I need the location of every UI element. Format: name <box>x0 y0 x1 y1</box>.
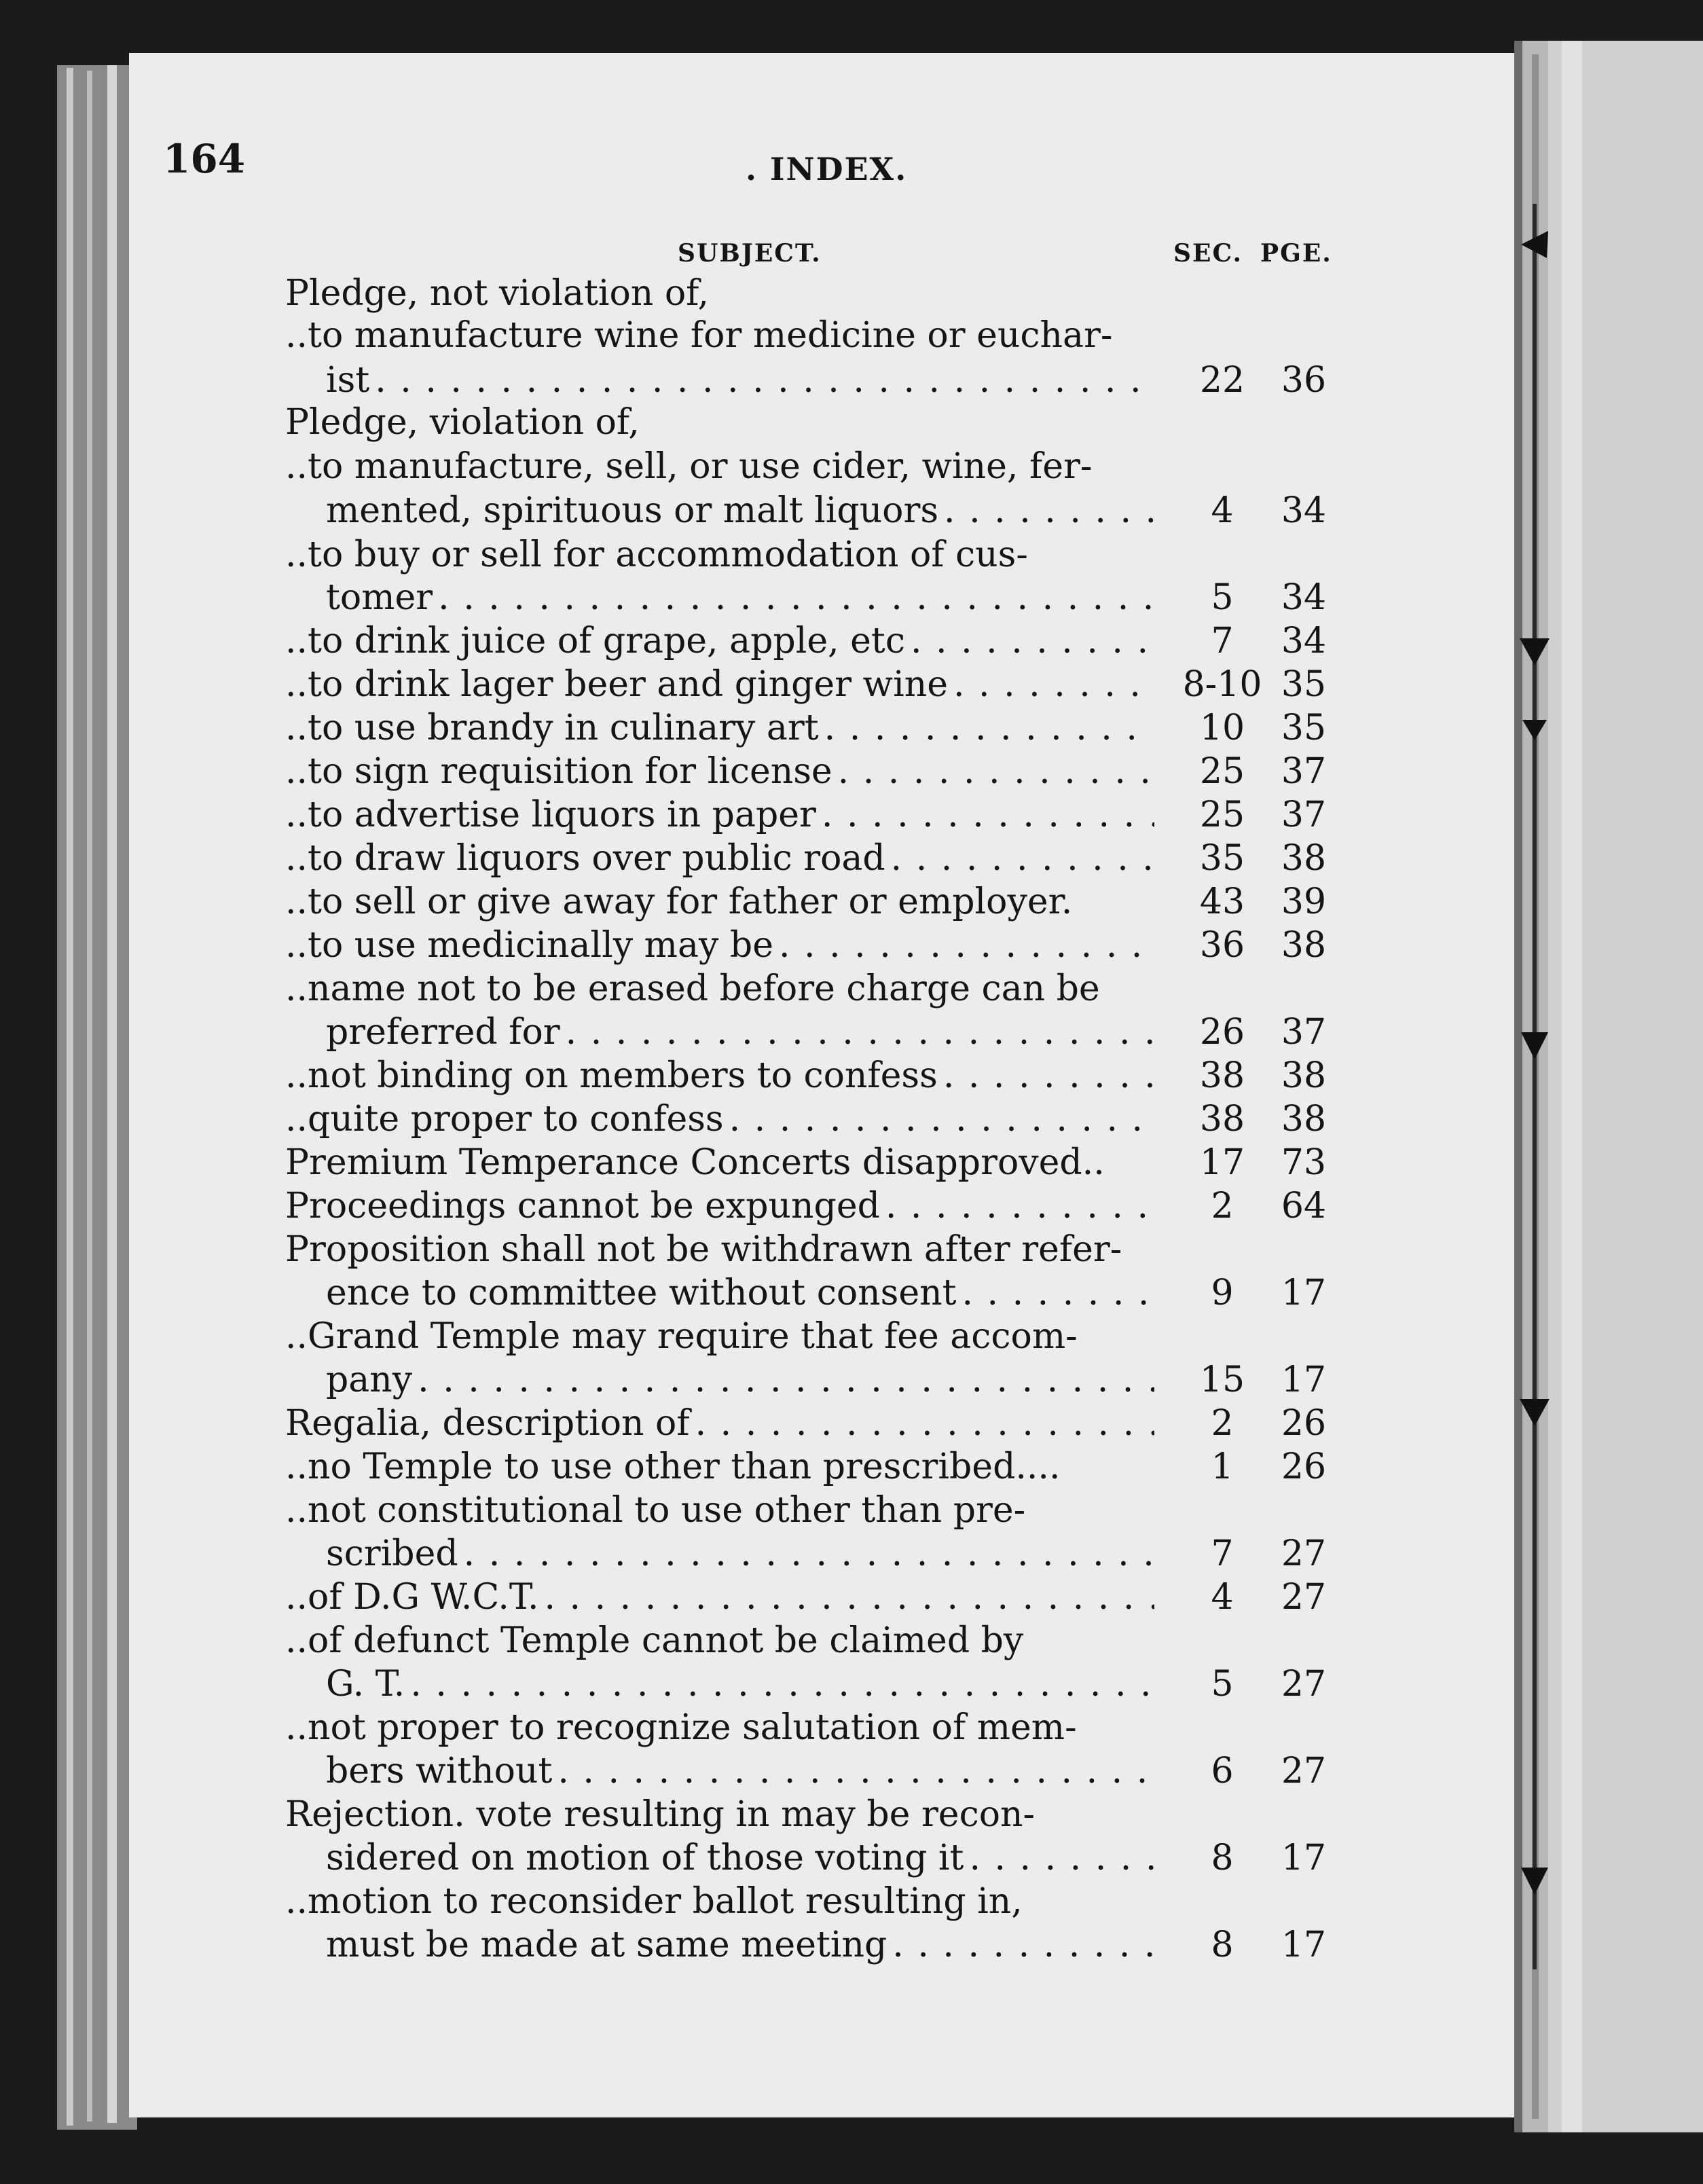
entry-page: 38 <box>1281 1099 1327 1140</box>
entry-text: preferred for <box>326 1012 560 1053</box>
leader-dots <box>891 837 1154 880</box>
entry-page: 34 <box>1281 577 1327 618</box>
column-heading-subject: SUBJECT. <box>678 239 822 268</box>
index-entry <box>0 1315 1703 1358</box>
entry-page: 35 <box>1281 664 1327 705</box>
leader-dots <box>885 1184 1154 1228</box>
entry-text: Premium Temperance Concerts disapproved.. <box>285 1142 1105 1183</box>
leader-dots <box>962 1271 1154 1315</box>
index-entry <box>0 924 1703 967</box>
leader-dots <box>824 706 1154 750</box>
entry-section: 5 <box>1211 1664 1234 1705</box>
entry-text: Regalia, description of <box>285 1403 690 1444</box>
entry-section: 7 <box>1211 621 1234 661</box>
entry-text: ..to drink lager beer and ginger wine <box>285 664 948 705</box>
entry-page: 37 <box>1281 795 1327 835</box>
entry-section: 10 <box>1199 708 1245 748</box>
entry-page: 27 <box>1281 1577 1327 1618</box>
entry-page: 27 <box>1281 1533 1327 1574</box>
entry-text: Proposition shall not be withdrawn after refer- <box>285 1229 1122 1270</box>
entry-section: 4 <box>1211 1577 1234 1618</box>
leader-dots <box>375 359 1154 402</box>
entry-page: 38 <box>1281 925 1327 966</box>
index-entry <box>0 706 1703 750</box>
index-entry <box>0 1706 1703 1749</box>
leader-dots <box>944 489 1154 532</box>
leader-dots <box>892 1923 1154 1967</box>
entry-text: ..not constitutional to use other than pre- <box>285 1490 1026 1531</box>
index-entry <box>0 880 1703 924</box>
entry-page: 17 <box>1281 1360 1327 1400</box>
index-entry <box>0 619 1703 663</box>
entry-text: ..to buy or sell for accommodation of cus- <box>285 534 1028 575</box>
leader-dots <box>779 924 1154 967</box>
entry-page: 26 <box>1281 1446 1327 1487</box>
index-entry <box>0 1793 1703 1836</box>
index-entry <box>0 1271 1703 1315</box>
index-entry <box>0 967 1703 1011</box>
index-entry <box>0 1662 1703 1706</box>
entry-text: ..to sign requisition for license <box>285 751 832 792</box>
entry-page: 34 <box>1281 490 1327 531</box>
entry-section: 38 <box>1199 1099 1245 1140</box>
entry-text: ..Grand Temple may require that fee accom- <box>285 1316 1078 1357</box>
leader-dots <box>545 1576 1155 1619</box>
entry-text: bers without <box>326 1751 553 1791</box>
leader-dots <box>729 1097 1154 1141</box>
entry-text: ..to manufacture wine for medicine or euchar- <box>285 315 1113 356</box>
index-entry <box>0 1054 1703 1097</box>
entry-text: ence to committee without consent <box>326 1273 957 1313</box>
entry-section: 17 <box>1199 1142 1245 1183</box>
entry-text: ..name not to be erased before charge can be <box>285 968 1100 1009</box>
index-entry <box>0 1923 1703 1967</box>
entry-text: sidered on motion of those voting it <box>326 1838 964 1878</box>
entry-section: 38 <box>1199 1055 1245 1096</box>
index-entry <box>0 837 1703 880</box>
index-entry <box>0 533 1703 577</box>
index-entry <box>0 1749 1703 1793</box>
entry-text: ..to manufacture, sell, or use cider, wine, fer- <box>285 446 1093 487</box>
index-entry <box>0 445 1703 488</box>
entry-page: 37 <box>1281 1012 1327 1053</box>
entry-page: 36 <box>1281 360 1327 401</box>
entry-text: Proceedings cannot be expunged <box>285 1186 880 1226</box>
entry-text: ..motion to reconsider ballot resulting in, <box>285 1881 1023 1922</box>
index-entry <box>0 1358 1703 1402</box>
entry-section: 8-10 <box>1182 664 1262 705</box>
entry-page: 35 <box>1281 708 1327 748</box>
leader-dots <box>943 1054 1154 1097</box>
entry-section: 2 <box>1211 1186 1234 1226</box>
entry-text: Rejection. vote resulting in may be recon- <box>285 1794 1036 1835</box>
leader-dots <box>438 576 1154 619</box>
entry-section: 4 <box>1211 490 1234 531</box>
index-entry <box>0 272 1703 315</box>
entry-text: ..quite proper to confess <box>285 1099 724 1140</box>
index-entry <box>0 1141 1703 1184</box>
entry-section: 25 <box>1199 751 1245 792</box>
entry-text: ..to draw liquors over public road <box>285 838 885 879</box>
entry-section: 7 <box>1211 1533 1234 1574</box>
column-heading-sec: SEC. <box>1173 239 1243 268</box>
entry-page: 17 <box>1281 1273 1327 1313</box>
entry-page: 26 <box>1281 1403 1327 1444</box>
entry-page: 37 <box>1281 751 1327 792</box>
entry-page: 27 <box>1281 1664 1327 1705</box>
entry-page: 38 <box>1281 1055 1327 1096</box>
leader-dots <box>969 1836 1154 1880</box>
index-entry <box>0 1011 1703 1054</box>
entry-section: 43 <box>1199 881 1245 922</box>
entry-text: Pledge, not violation of, <box>285 273 710 314</box>
index-entry <box>0 359 1703 402</box>
leader-dots <box>838 750 1154 793</box>
entry-section: 15 <box>1199 1360 1245 1400</box>
entry-page: 27 <box>1281 1751 1327 1791</box>
leader-dots <box>557 1749 1154 1793</box>
entry-text: pany <box>326 1360 413 1400</box>
entry-text: scribed <box>326 1533 458 1574</box>
index-entry <box>0 1489 1703 1532</box>
entry-text: ..of D.G W.C.T. <box>285 1577 539 1618</box>
index-entry <box>0 793 1703 837</box>
entry-text: ..to drink juice of grape, apple, etc <box>285 621 905 661</box>
entry-page: 39 <box>1281 881 1327 922</box>
index-entry <box>0 750 1703 793</box>
index-entry <box>0 401 1703 444</box>
entry-section: 22 <box>1199 360 1245 401</box>
entry-text: ..no Temple to use other than prescribed.... <box>285 1446 1061 1487</box>
entry-page: 64 <box>1281 1186 1327 1226</box>
index-entry <box>0 1619 1703 1662</box>
page-number: 164 <box>163 136 246 182</box>
index-entry <box>0 489 1703 532</box>
index-entry <box>0 1576 1703 1619</box>
index-entry <box>0 1880 1703 1923</box>
leader-dots <box>695 1402 1154 1445</box>
entry-section: 26 <box>1199 1012 1245 1053</box>
leader-dots <box>464 1532 1154 1576</box>
entry-page: 38 <box>1281 838 1327 879</box>
running-head: . INDEX. <box>746 151 908 187</box>
leader-dots <box>418 1358 1154 1402</box>
entry-section: 9 <box>1211 1273 1234 1313</box>
entry-section: 8 <box>1211 1925 1234 1965</box>
entry-text: tomer <box>326 577 433 618</box>
entry-page: 34 <box>1281 621 1327 661</box>
index-entry <box>0 1445 1703 1489</box>
entry-text: ist <box>326 360 370 401</box>
index-entry <box>0 663 1703 706</box>
leader-dots <box>822 793 1154 837</box>
entry-section: 5 <box>1211 577 1234 618</box>
index-entry <box>0 1184 1703 1228</box>
entry-section: 2 <box>1211 1403 1234 1444</box>
entry-section: 25 <box>1199 795 1245 835</box>
entry-text: ..not binding on members to confess <box>285 1055 938 1096</box>
leader-dots <box>953 663 1154 706</box>
entry-page: 17 <box>1281 1925 1327 1965</box>
index-entry <box>0 1402 1703 1445</box>
leader-dots <box>911 619 1154 663</box>
entry-page: 17 <box>1281 1838 1327 1878</box>
index-entry <box>0 1836 1703 1880</box>
index-entry <box>0 314 1703 357</box>
index-entry <box>0 576 1703 619</box>
entry-text: ..of defunct Temple cannot be claimed by <box>285 1620 1024 1661</box>
entry-section: 35 <box>1199 838 1245 879</box>
entry-text: ..not proper to recognize salutation of mem- <box>285 1707 1077 1748</box>
index-entry <box>0 1097 1703 1141</box>
column-heading-pge: PGE. <box>1260 239 1332 268</box>
entry-text: Pledge, violation of, <box>285 402 640 443</box>
leader-dots <box>566 1011 1154 1054</box>
entry-text: must be made at same meeting <box>326 1925 887 1965</box>
entry-text: G. T. <box>326 1664 405 1705</box>
entry-text: ..to advertise liquors in paper <box>285 795 816 835</box>
entry-text: mented, spirituous or malt liquors <box>326 490 939 531</box>
entry-text: ..to use brandy in culinary art <box>285 708 819 748</box>
entry-text: ..to use medicinally may be <box>285 925 773 966</box>
leader-dots <box>410 1662 1154 1706</box>
entry-section: 36 <box>1199 925 1245 966</box>
entry-text: ..to sell or give away for father or employer. <box>285 881 1073 922</box>
index-entry <box>0 1532 1703 1576</box>
entry-section: 6 <box>1211 1751 1234 1791</box>
index-entry <box>0 1228 1703 1271</box>
entry-page: 73 <box>1281 1142 1327 1183</box>
entry-section: 1 <box>1211 1446 1234 1487</box>
entry-section: 8 <box>1211 1838 1234 1878</box>
